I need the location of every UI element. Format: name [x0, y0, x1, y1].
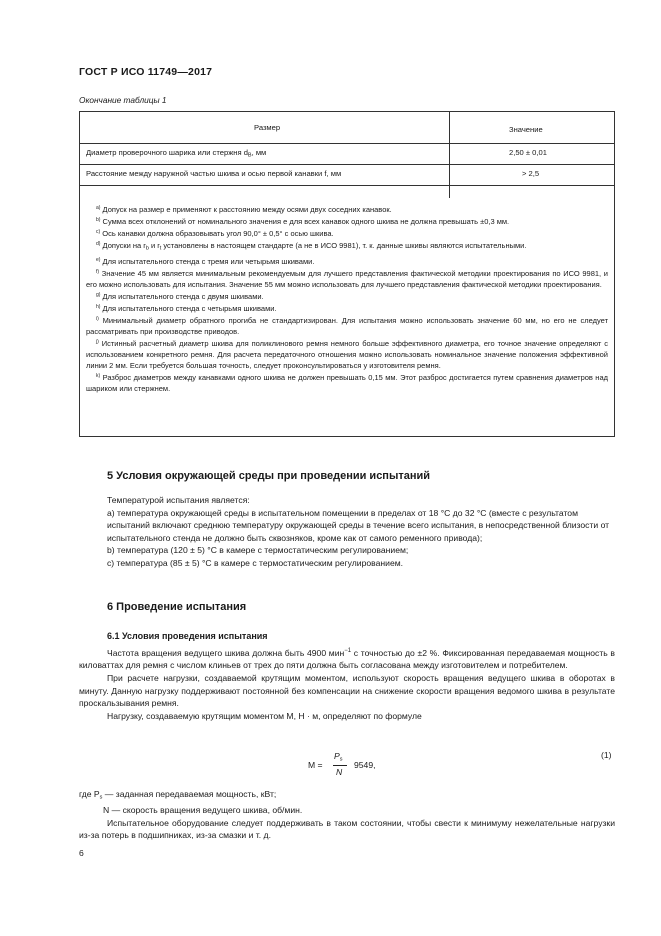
legend-line: где $P_s$ — заданная передаваемая мощность, кВт;: [79, 789, 277, 801]
formula-tail: 9549,: [354, 760, 376, 770]
formula-number: (1): [601, 750, 612, 760]
section-5-item: b) температура (120 ± 5) °C в камере с термостатическим регулированием;: [107, 545, 409, 556]
footnote: $^{c)}$ Ось канавки должна образовывать угол 90,0° ± 0,5° с осью шкива.: [96, 229, 334, 238]
formula-denominator: N: [336, 767, 343, 777]
footnote: $^{d)}$ Допуски на $r_b$ и $r_t$ установлены в настоящем стандарте (а не в ИСО 9981), т. к. данные шкивы являются испытательными.: [96, 241, 527, 252]
paragraph: Частота вращения ведущего шкива должна быть 4900 мин$^{-1}$ с точностью до ±2 %. Фиксированная передаваемая мощность в киловаттах для ремня с числом клиньев от трех до пяти должна быть согласована между изготовителем и потребителем.: [79, 647, 615, 671]
table-divider: [80, 185, 614, 186]
formula-lhs: M =: [308, 760, 323, 770]
table-row-label: Диаметр проверочного шарика или стержня $d_B$, мм: [86, 148, 267, 159]
footnote: $^{a)}$ Допуск на размер e применяют к расстоянию между осями двух соседних канавок.: [96, 205, 392, 214]
section-5-body: [107, 494, 615, 570]
table-row-label: Расстояние между наружной частью шкива и осью первой канавки f, мм: [86, 169, 342, 178]
footnote: $^{f)}$ Значение 45 мм является минимальным рекомендуемым для лучшего представления фактической методики проектирования по ИСО 9981, и его можно использовать для испытания. Значение 55 мм можно использовать для лучшего представления фактической методики проектирования.: [86, 268, 608, 289]
section-5-item: c) температура (85 ± 5) °C в камере с термостатическим регулированием.: [107, 557, 404, 568]
footnote: $^{j)}$ Истинный расчетный диаметр шкива для поликлинового ремня немного больше эффективного диаметра, его точное значение определяют с использованием конкретного ремня. Для расчета передаточного отношения можно использовать номинальное значение положения эффективной линии 2 мм. Если требуется большая точность, следует проконсультироваться у изготовителя ремня.: [86, 338, 608, 370]
footnote: $^{g)}$ Для испытательного стенда с двумя шкивами.: [96, 291, 264, 301]
legend-line: N — скорость вращения ведущего шкива, об/мин.: [103, 805, 303, 816]
page-number: 6: [79, 848, 84, 858]
section-5-title: 5 Условия окружающей среды при проведении испытаний: [107, 470, 431, 482]
section-5-item: a) температура окружающей среды в испытательном помещении в пределах от 18 °C до 32 °C (вместе с результатом испытаний включают среднюю температуру окружающей среды в течение всего испытания, в непосредственной близости от испытательного стенда не должно быть сквозняков, кроме как от самого ременного привода);: [107, 507, 610, 543]
footnote: $^{i)}$ Минимальный диаметр обратного прогиба не стандартизирован. Для испытания можно использовать значение 60 мм, но его не следует рассматривать при производстве приводов.: [86, 315, 609, 336]
footnote: $^{b)}$ Сумма всех отклонений от номинального значения e для всех канавок одного шкива не должна превышать ±0,3 мм.: [96, 217, 510, 226]
footnote: $^{k)}$ Разброс диаметров между канавками одного шкива не должен превышать 0,15 мм. Этот разброс достигается путем сравнения диаметров над шариком или стержнем.: [86, 372, 608, 393]
table-row-value: > 2,5: [522, 169, 540, 178]
formula-legend: [79, 788, 615, 842]
section-6-1-body: [79, 645, 615, 722]
paragraph: Нагрузку, создаваемую крутящим моментом M, Н · м, определяют по формуле: [107, 710, 422, 721]
paragraph: При расчете нагрузки, создаваемой крутящим моментом, используют скорость вращения ведущего шкива в оборотах в минуту. Данную нагрузку поддерживают постоянной без компенсации на снижение скорости вращения ведомого шкива в результате проскальзывания ремня.: [79, 673, 615, 709]
footnote: $^{h)}$ Для испытательного стенда с четырьмя шкивами.: [96, 303, 277, 313]
table-divider: [80, 164, 614, 165]
table-footnotes: [86, 203, 608, 394]
section-6-title: 6 Проведение испытания: [107, 601, 247, 613]
table-header-value: Значение: [509, 125, 543, 134]
paragraph: Испытательное оборудование следует поддерживать в таком состоянии, чтобы свести к минимуму нежелательные нагрузки из-за потерь в подшипниках, из-за смазки и т. д.: [79, 817, 615, 841]
table-header-size: Размер: [254, 123, 281, 132]
section-6-1-title: 6.1 Условия проведения испытания: [107, 631, 268, 641]
table-1: [79, 111, 615, 437]
table-row-value: 2,50 ± 0,01: [509, 148, 547, 157]
table-divider: [80, 143, 614, 144]
formula-numerator: $P_s$: [334, 751, 343, 763]
formula-1: [308, 751, 428, 781]
table-caption: Окончание таблицы 1: [79, 95, 167, 105]
footnote: $^{e)}$ Для испытательного стенда с тремя или четырьмя шкивами.: [96, 256, 315, 266]
fraction-bar: [333, 765, 347, 766]
document-header: ГОСТ Р ИСО 11749—2017: [79, 66, 213, 78]
section-5-intro: Температурой испытания является:: [107, 495, 250, 505]
